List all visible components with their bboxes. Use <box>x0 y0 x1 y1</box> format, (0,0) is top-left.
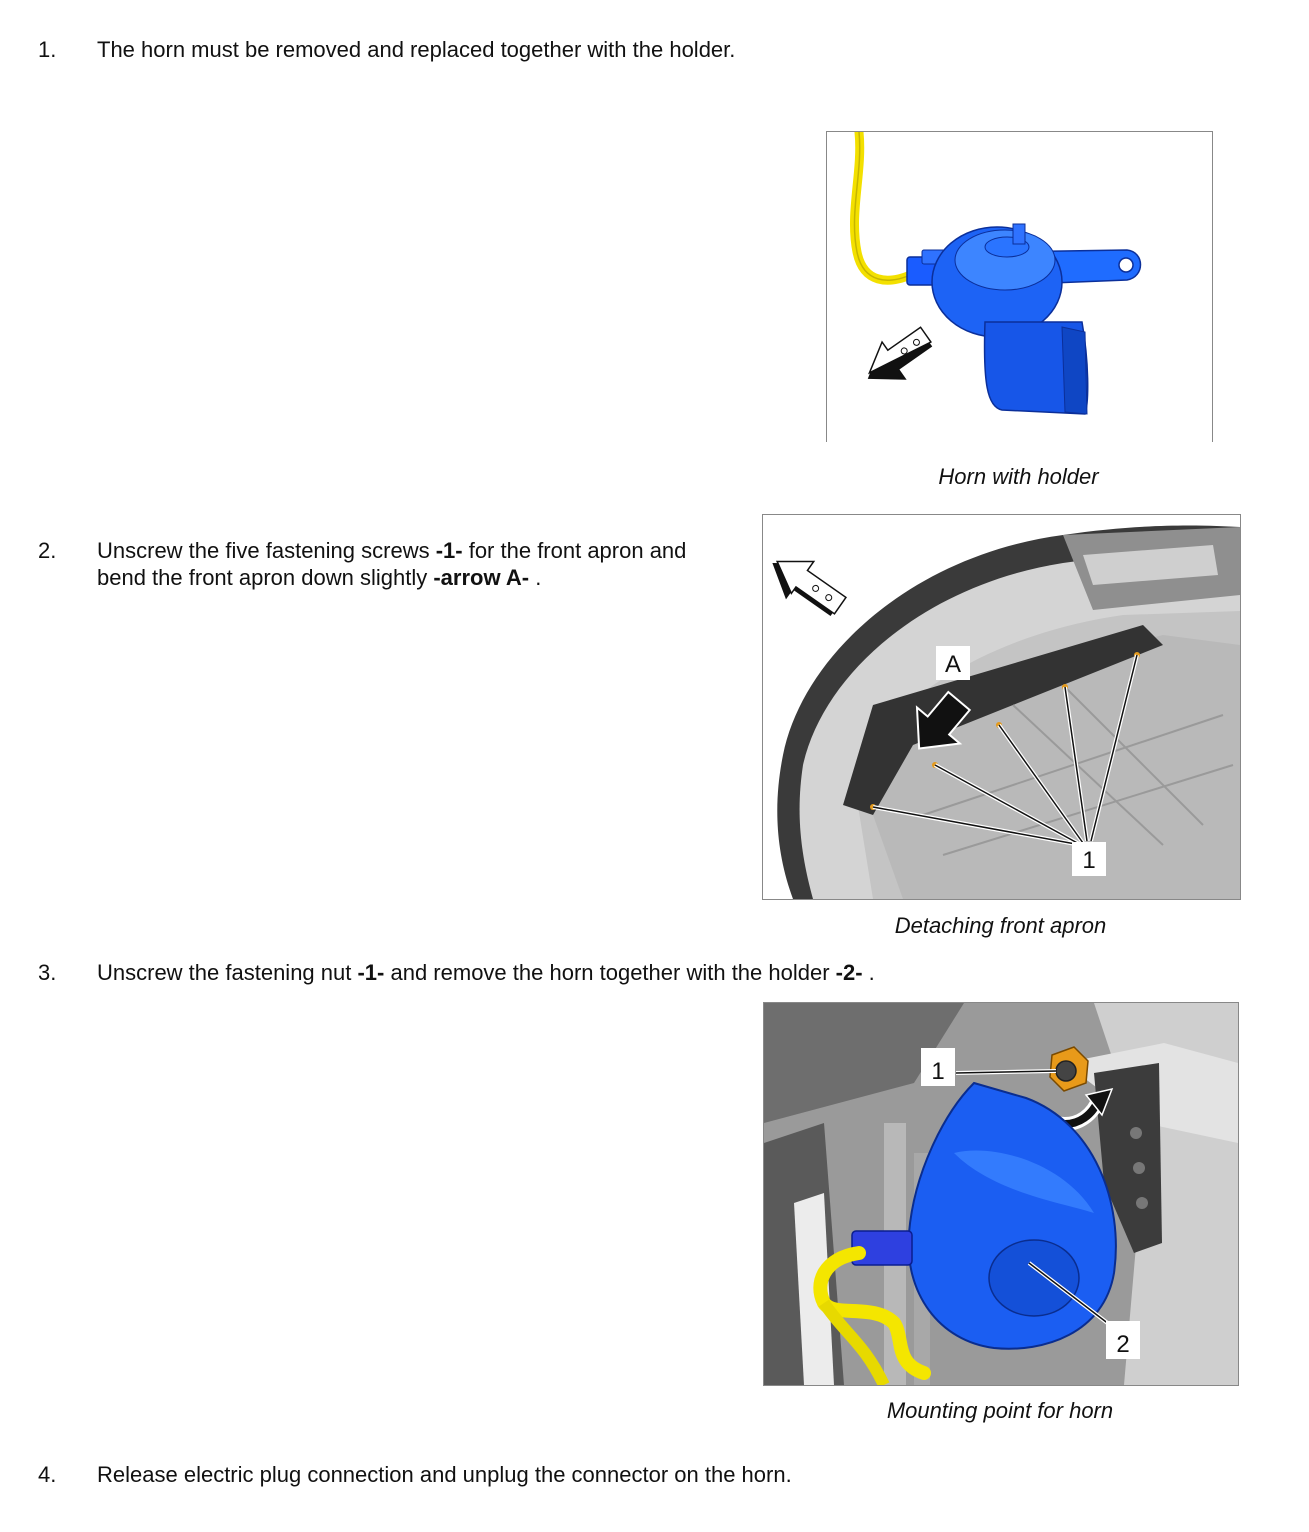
figure-caption: Mounting point for horn <box>886 1398 1114 1423</box>
reference-label: -arrow A- <box>433 565 530 590</box>
reference-label: -2- <box>835 960 863 985</box>
figure-mounting-point-for-horn <box>763 1002 1239 1386</box>
step-text-part: Unscrew the five fastening screws <box>97 538 436 563</box>
figure-caption: Horn with holder <box>938 464 1099 489</box>
step-text: The horn must be removed and replaced together with the holder. <box>97 37 736 62</box>
step-number: 4. <box>38 1462 57 1487</box>
figure-caption: Detaching front apron <box>894 913 1107 938</box>
step-text-part: . <box>529 565 542 590</box>
label-1: 1 <box>1082 847 1096 874</box>
step-text: Release electric plug connection and unplug the connector on the horn. <box>97 1462 792 1487</box>
step-text <box>97 537 686 591</box>
step-text-part: and remove the horn together with the holder <box>384 960 836 985</box>
step-text <box>97 959 875 986</box>
step-text-part: bend the front apron down slightly <box>97 565 434 590</box>
step-number: 1. <box>38 37 57 62</box>
figure-detaching-front-apron <box>762 514 1241 900</box>
step-text-part: for the front apron and <box>462 538 687 563</box>
figure-horn-with-holder <box>826 131 1213 442</box>
step-text-part: . <box>862 960 875 985</box>
reference-label: -1- <box>435 538 463 563</box>
step-text-part: Unscrew the fastening nut <box>97 960 358 985</box>
label-a: A <box>944 651 962 678</box>
label-2: 2 <box>1116 1331 1130 1358</box>
step-number: 3. <box>38 960 57 985</box>
label-1: 1 <box>931 1058 945 1085</box>
step-number: 2. <box>38 538 57 563</box>
reference-label: -1- <box>357 960 385 985</box>
